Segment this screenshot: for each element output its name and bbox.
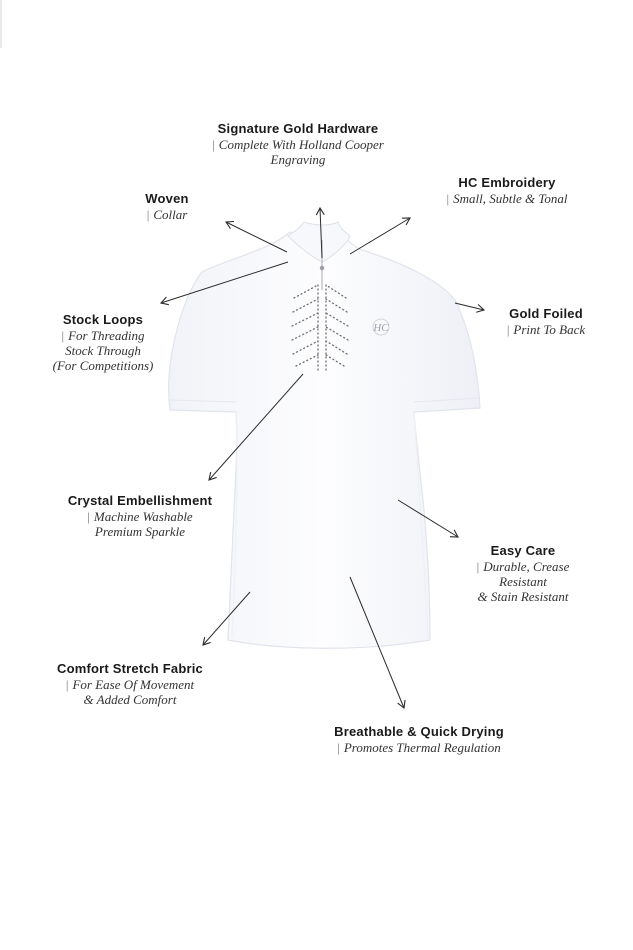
feature-title: Stock Loops (62, 312, 144, 327)
feature-breathable (316, 724, 522, 755)
svg-text:HC: HC (373, 322, 389, 334)
feature-crystal (60, 493, 220, 539)
feature-title: Gold Foiled (509, 306, 583, 321)
feature-title: Crystal Embellishment (67, 493, 213, 508)
feature-desc: | Promotes Thermal Regulation (337, 740, 501, 755)
feature-woven (132, 191, 202, 222)
feature-gold-foiled (494, 306, 598, 337)
feature-desc: | Print To Back (506, 322, 586, 337)
feature-desc: Premium Sparkle (94, 524, 186, 539)
feature-desc: | Collar (146, 207, 188, 222)
feature-title: Signature Gold Hardware (217, 121, 379, 136)
feature-desc: & Added Comfort (83, 692, 177, 707)
feature-desc: | For Ease Of Movement (65, 677, 195, 692)
feature-desc: (For Competitions) (52, 358, 154, 373)
feature-comfort (45, 661, 215, 707)
feature-desc: Resistant (499, 574, 547, 589)
feature-embroidery (432, 175, 582, 206)
feature-title: Easy Care (490, 543, 556, 558)
feature-title: HC Embroidery (458, 175, 556, 190)
feature-desc: | Machine Washable (87, 509, 193, 524)
feature-desc: Engraving (270, 152, 326, 167)
feature-title: Woven (145, 191, 189, 206)
feature-desc: | Durable, Crease (476, 559, 570, 574)
arrow-woven (226, 222, 287, 252)
feature-title: Breathable & Quick Drying (334, 724, 504, 739)
hc-embroidery-logo (372, 319, 389, 335)
feature-desc: & Stain Resistant (477, 589, 569, 604)
feature-desc: | Small, Subtle & Tonal (446, 191, 568, 206)
feature-desc: Stock Through (65, 343, 141, 358)
arrow-embroidery (350, 218, 410, 254)
feature-desc: | For Threading (61, 328, 145, 343)
feature-stock-loops (40, 312, 166, 373)
feature-title: Comfort Stretch Fabric (57, 661, 203, 676)
feature-hardware (198, 121, 398, 167)
feature-easy-care (462, 543, 584, 604)
feature-desc: | Complete With Holland Cooper (212, 137, 384, 152)
